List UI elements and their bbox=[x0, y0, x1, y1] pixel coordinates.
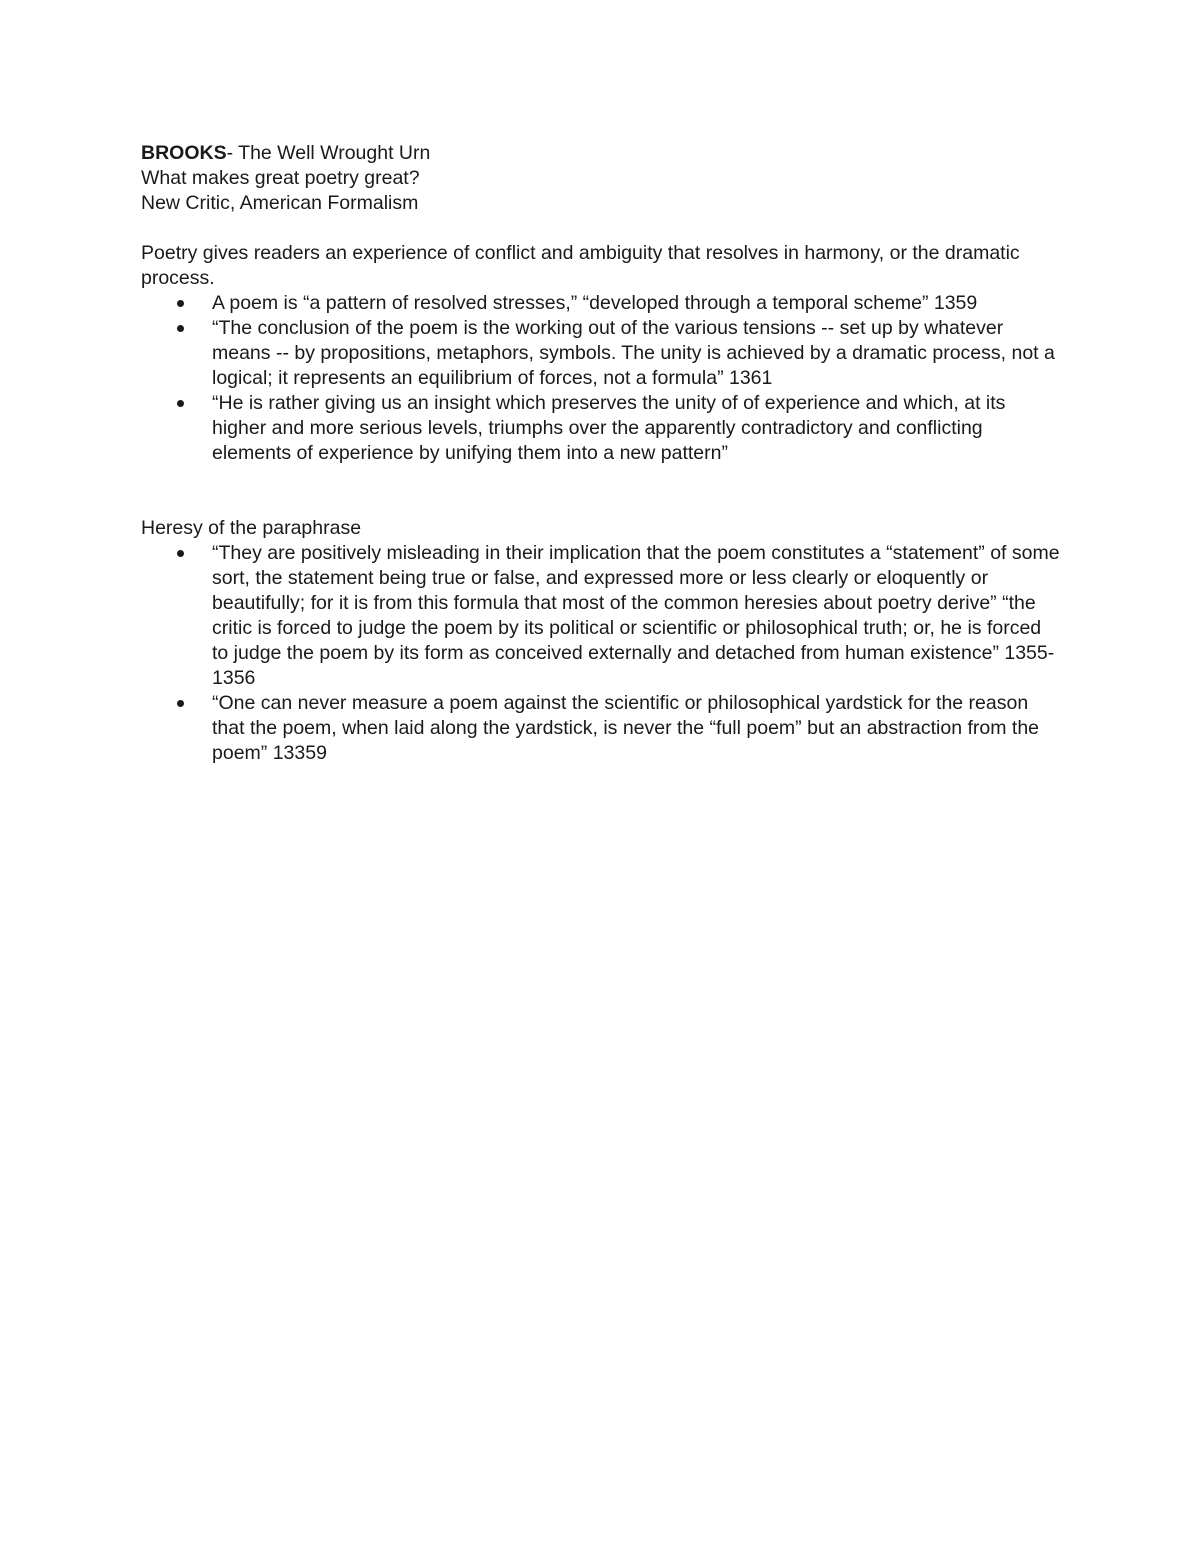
author-name: BROOKS bbox=[141, 142, 227, 164]
section2-bullet-list bbox=[141, 541, 1071, 766]
list-item-text: A poem is “a pattern of resolved stresses,” “developed through a temporal scheme” 1359 bbox=[212, 292, 978, 314]
list-item-text: “He is rather giving us an insight which preserves the unity of of experience and which, at its higher and more serious levels, triumphs over the apparently contradictory and conflicting elements of experience by unifying them into a new pattern” bbox=[212, 392, 1006, 464]
guiding-question: What makes great poetry great? bbox=[141, 167, 420, 189]
book-title: - The Well Wrought Urn bbox=[226, 142, 431, 164]
bullet-icon bbox=[177, 550, 184, 557]
bullet-icon bbox=[177, 400, 184, 407]
intro-paragraph: Poetry gives readers an experience of conflict and ambiguity that resolves in harmony, or the dramatic process. bbox=[141, 242, 1020, 289]
bullet-icon bbox=[177, 325, 184, 332]
list-item bbox=[141, 391, 1062, 466]
list-item-text: “One can never measure a poem against the scientific or philosophical yardstick for the reason that the poem, when laid along the yardstick, is never the “full poem” but an abstraction from the poem” 13359 bbox=[212, 692, 1040, 764]
list-item-text: “They are positively misleading in their implication that the poem constitutes a “statement” of some sort, the statement being true or false, and expressed more or less clearly or eloquently or beautifully; for it is from this formula that most of the common heresies about poetry derive” “the critic is forced to judge the poem by its political or scientific or philosophical truth; or, he is forced to judge the poem by its form as conceived externally and detached from human existence” 1355-1356 bbox=[212, 542, 1060, 689]
document-title bbox=[141, 141, 1071, 166]
list-item bbox=[141, 316, 1062, 391]
bullet-icon bbox=[177, 700, 184, 707]
section1-bullet-list bbox=[141, 291, 1071, 466]
list-item bbox=[141, 291, 1062, 316]
list-item bbox=[141, 691, 1062, 766]
blank-line bbox=[141, 216, 1071, 241]
section-heading: Heresy of the paraphrase bbox=[141, 517, 362, 539]
document-body bbox=[141, 141, 1071, 766]
list-item-text: “The conclusion of the poem is the working out of the various tensions -- set up by whatever means -- by propositions, metaphors, symbols. The unity is achieved by a dramatic process, not a logical; it represents an equilibrium of forces, not a formula” 1361 bbox=[212, 317, 1055, 389]
bullet-icon bbox=[177, 300, 184, 307]
school-label: New Critic, American Formalism bbox=[141, 192, 419, 214]
blank-lines bbox=[141, 466, 1071, 516]
list-item bbox=[141, 541, 1062, 691]
